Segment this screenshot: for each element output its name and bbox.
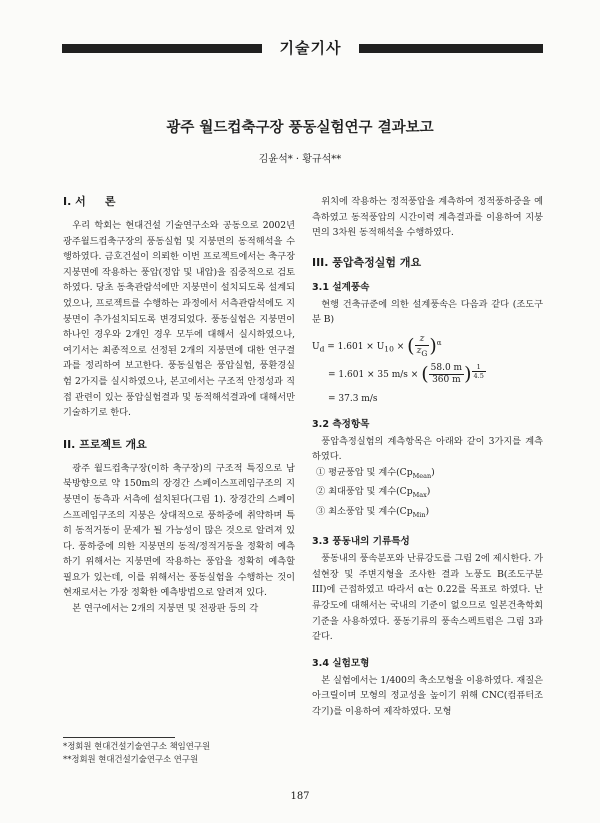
subsection-3-2-text: 풍압측정실험의 계측항목은 아래와 같이 3가지를 계측하였다. bbox=[312, 435, 543, 463]
subsection-3-4-text: 본 실험에서는 1/400의 축소모형을 이용하였다. 재질은 아크릴이며 모형의 정교성을 높이기 위해 CNC(컴퓨터조각기)를 이용하여 제작하였다. 모형 bbox=[312, 674, 543, 717]
design-wind-equation bbox=[312, 334, 543, 406]
footnote-2: **정회원 현대건설기술연구소 연구원 bbox=[63, 754, 199, 764]
subsection-3-1-text: 현행 건축규준에 의한 설계풍속은 다음과 같다 (조도구분 B) bbox=[312, 298, 543, 326]
section-1-heading: I. 서 론 bbox=[63, 195, 116, 208]
page-number: 187 bbox=[290, 791, 310, 802]
article-title: 광주 월드컵축구장 풍동실험연구 결과보고 bbox=[166, 120, 434, 136]
subsection-3-4-heading: 3.4 실험모형 bbox=[312, 657, 370, 669]
section-1-paragraph: 우리 학회는 현대건설 기술연구소와 공동으로 2002년 광주월드컵축구장의 풍동실험 및 지붕면의 동적해석을 수행하였다. 금호건설이 의뢰한 이번 프로젝트에서는 축구장지붕면에 작용하는 풍압(정압 및 내압)을 집중적으로 검토하였다. 당초 동축관람석에만 지붕면이 설치되도록 설계되었으나, 프로젝트를 수행하는 과정에서 서측관람석에도 지붕면이 추가설치되도록 변경되었다. 풍동실험은 지붕면이 하나인 경우와 2개인 경우 모두에 대해서 실시하였으나, 여기서는 최종적으로 선정된 2개의 지붕면에 대한 연구결과를 정리하여 보고한다. 풍동실험은 풍압실험, 풍환경실험 2가지를 실시하였으나, 본고에서는 구조적 안정성과 직접 관련이 있는 풍압실험결과 및 동적해석결과에 대해서만 기술하기로 한다. bbox=[63, 220, 295, 419]
header-rule-right bbox=[359, 44, 543, 53]
subsection-3-1-heading: 3.1 설계풍속 bbox=[312, 281, 370, 293]
footnotes bbox=[63, 740, 303, 766]
section-3-heading: III. 풍압측정실험 개요 bbox=[312, 255, 422, 269]
equation-line-1: $U_d = 1.601 \times U_{10}$ × ( $\frac{z}{z_G}$ )$^\alpha$ bbox=[312, 333, 442, 358]
left-column bbox=[63, 194, 295, 617]
footnote-1: *정회원 현대건설기술연구소 책임연구원 bbox=[63, 741, 211, 751]
right-column bbox=[312, 194, 543, 720]
equation-line-3: = 37.3 m/s bbox=[328, 393, 378, 404]
subsection-3-2-heading: 3.2 측정항목 bbox=[312, 418, 370, 430]
section-2-heading: II. 프로젝트 개요 bbox=[63, 437, 147, 451]
section-2-paragraph-1: 광주 월드컵축구장(이하 축구장)의 구조적 특징으로 남북방향으로 약 150m의 장경간 스페이스프레임구조의 지붕면이 동측과 서측에 설치된다(그림 1). 장경간의 스페이스프레임구조의 지붕은 상대적으로 풍하중에 취약하며 특히 동적거동이 문제가 될 가능성이 많은 것으로 알려져 있다. 풍하중에 의한 지붕면의 동적/정적거동을 정확히 예측하기 위해서는 지붕면에 작용하는 풍압을 정확히 예측할 필요가 있는데, 이를 위해서는 풍동실험을 수행하는 것이 현재로서는 가장 정확한 예측방법으로 알려져 있다. bbox=[63, 462, 295, 599]
measure-item-min: ③ 최소풍압 및 계수$(Cp_{Min})$ bbox=[316, 505, 430, 519]
subsection-3-3-heading: 3.3 풍동내의 기류특성 bbox=[312, 536, 410, 548]
section-2-paragraph-2: 본 연구에서는 2개의 지붕면 및 전광판 등의 각 bbox=[72, 603, 259, 615]
measure-item-max: ② 최대풍압 및 계수$(Cp_{Max})$ bbox=[316, 486, 431, 500]
article-authors: 김윤석* · 황규석** bbox=[258, 154, 342, 165]
equation-line-2: = 1.601 × 35 m/s × ( $\frac{58.0 m}{360 m}$ ) $\frac{1}{4.5}$ bbox=[328, 362, 484, 385]
right-intro-paragraph: 위치에 작용하는 정적풍압을 계측하여 정적풍하중을 예측하였고 동적풍압의 시간이력 계측결과를 이용하여 지붕면의 3차원 동적해석을 수행하였다. bbox=[312, 196, 543, 239]
measure-item-mean: ① 평균풍압 및 계수$(Cp_{Mean})$ bbox=[316, 466, 435, 480]
footnote-rule bbox=[63, 737, 175, 738]
section-label: 기술기사 bbox=[279, 39, 342, 57]
subsection-3-3-text: 풍동내의 풍속분포와 난류강도를 그림 2에 제시한다. 가설현장 및 주변지형을 조사한 결과 노풍도 B(조도구분 III)에 근접하였고 따라서 α는 0.22를 목표로 하였다. 난류강도에 대해서는 국내의 기준이 없으므로 일본건축학회 기준을 사용하였다. 풍동기류의 풍속스펙트럼은 그림 3과 같다. bbox=[312, 553, 543, 643]
header-rule-left bbox=[62, 44, 262, 53]
